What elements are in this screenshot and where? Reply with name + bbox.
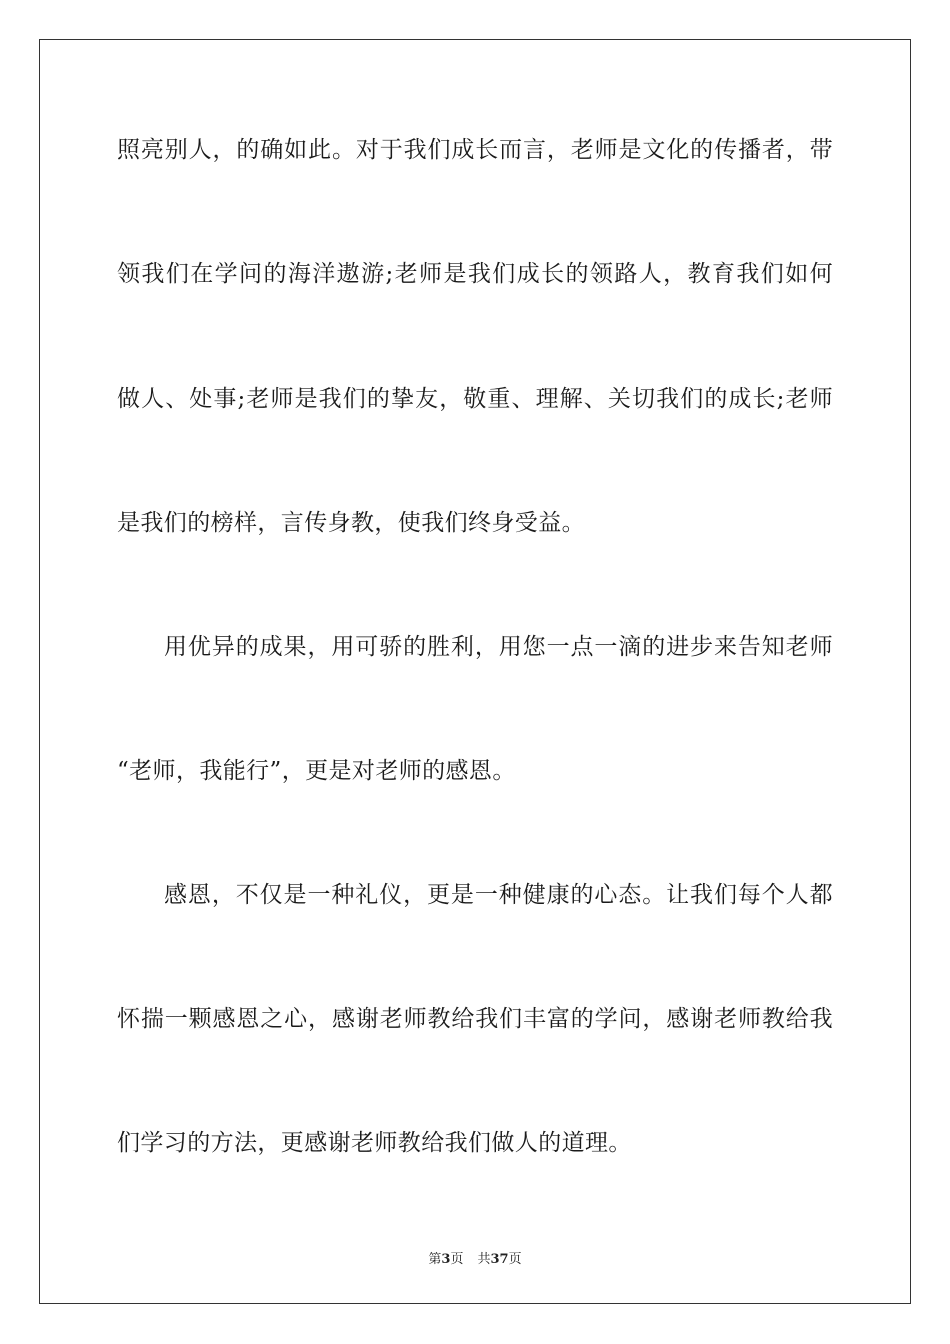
page-suffix: 页 — [450, 1252, 464, 1267]
total-pages: 37 — [490, 1252, 509, 1267]
text-line-7: 感恩，不仅是一种礼仪，更是一种健康的心态。让我们每个人都 — [164, 882, 833, 908]
text-line-6: “老师，我能行”，更是对老师的感恩。 — [117, 758, 516, 784]
text-line-4: 是我们的榜样，言传身教，使我们终身受益。 — [117, 510, 585, 536]
text-line-3: 做人、处事;老师是我们的挚友，敬重、理解、关切我们的成长;老师 — [117, 386, 833, 412]
text-line-8: 怀揣一颗感恩之心，感谢老师教给我们丰富的学问，感谢老师教给我 — [117, 1006, 833, 1032]
text-line-2: 领我们在学问的海洋遨游;老师是我们成长的领路人，教育我们如何 — [117, 261, 833, 287]
text-line-5: 用优异的成果，用可骄的胜利，用您一点一滴的进步来告知老师 — [164, 634, 833, 660]
text-line-9: 们学习的方法，更感谢老师教给我们做人的道理。 — [117, 1130, 632, 1156]
page-number: 3 — [441, 1252, 451, 1267]
page-border — [39, 39, 911, 1304]
total-suffix: 页 — [508, 1252, 522, 1267]
text-line-1: 照亮别人，的确如此。对于我们成长而言，老师是文化的传播者，带 — [117, 137, 833, 163]
page-prefix: 第 — [428, 1252, 442, 1267]
page-footer — [0, 1248, 950, 1267]
total-prefix: 共 — [477, 1252, 491, 1267]
